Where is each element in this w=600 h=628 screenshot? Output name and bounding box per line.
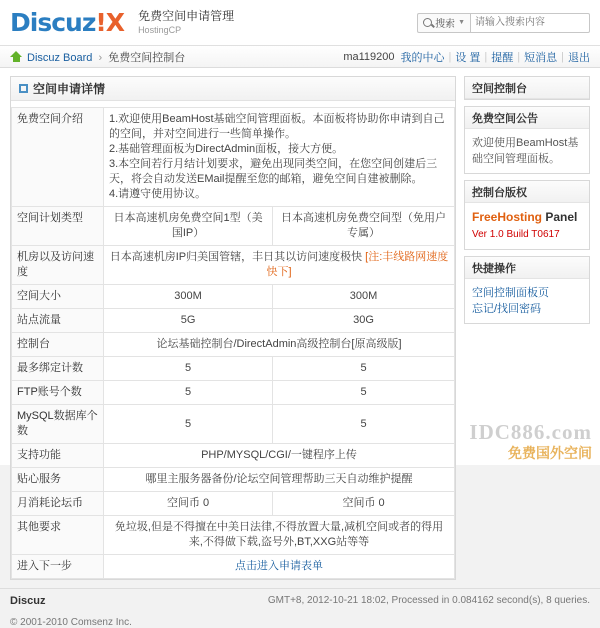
nav-link-my-center[interactable]: 我的中心 [400, 51, 445, 64]
site-header [0, 0, 600, 46]
row-value-a: 300M [104, 285, 273, 309]
sidebar-item-password-recovery[interactable]: 忘记/找回密码 [472, 303, 542, 315]
intro-line-2: 2.基础管理面板为DirectAdmin面板，接大方便。 [109, 143, 344, 155]
chevron-down-icon: ▼ [458, 19, 465, 26]
nav-divider: | [448, 50, 452, 63]
breadcrumb-bar [0, 46, 600, 68]
nav-link-settings[interactable]: 设 置 [455, 51, 481, 64]
main-title-label: 空间申请详情 [33, 82, 106, 96]
page-subtitle: HostingCP [138, 25, 182, 35]
sidebar-box-copyright [464, 180, 590, 250]
row-value-text: 日本高速机房IP归美国管辖，丰日其以访问速度极快 [109, 251, 363, 263]
table-row [12, 492, 455, 516]
row-value-span: PHP/MYSQL/CGI/一键程序上传 [104, 444, 455, 468]
sidebar-body-announcement: 欢迎使用BeamHost基础空间管理面板。 [472, 137, 579, 165]
row-value-b: 30G [273, 309, 455, 333]
site-title-block [138, 9, 234, 36]
row-value-a: 5 [104, 357, 273, 381]
row-label: 月消耗论坛币 [12, 492, 104, 516]
sidebar-head-quick-actions: 快捷操作 [465, 257, 589, 279]
row-value-a: 日本高速机房免费空间1型（美国IP） [104, 207, 273, 246]
nav-link-logout[interactable]: 退出 [568, 51, 590, 64]
main-panel [10, 76, 456, 580]
intro-line-4: 4.请遵守使用协议。 [109, 188, 207, 200]
row-value-b: 5 [273, 405, 455, 444]
page-title: 免费空间申请管理 [138, 9, 235, 23]
nav-link-notice[interactable]: 提醒 [491, 51, 514, 64]
breadcrumb-home[interactable]: Discuz Board [27, 51, 93, 64]
sidebar-body-copyright [465, 203, 589, 249]
table-row [12, 516, 455, 555]
detail-table [11, 107, 455, 579]
logo-mark: ! [95, 8, 106, 37]
nav-divider: | [561, 50, 564, 63]
row-value-note: [注:丰线路网速度快下] [266, 251, 449, 278]
submit-cell[interactable] [104, 555, 455, 579]
row-label: MySQL数据库个数 [12, 405, 104, 444]
breadcrumb-current[interactable]: 免费空间控制台 [108, 51, 186, 64]
home-icon [10, 51, 23, 62]
table-row [12, 357, 455, 381]
row-value-b: 空间币 0 [273, 492, 455, 516]
logo-x: X [105, 8, 125, 37]
table-row [12, 468, 455, 492]
table-row [12, 444, 455, 468]
user-nav [343, 49, 590, 65]
main-panel-title [11, 77, 455, 101]
panel-version: Ver 1.0 Build T0617 [472, 229, 560, 240]
table-row [12, 207, 455, 246]
panel-brand-primary: FreeHosting [472, 210, 543, 224]
table-row [12, 405, 455, 444]
submit-application-button[interactable]: 点击进入申请表单 [235, 560, 323, 572]
row-value-a: 空间币 0 [104, 492, 273, 516]
table-row [12, 381, 455, 405]
row-label: FTP账号个数 [12, 381, 104, 405]
footer-server-info: GMT+8, 2012-10-21 18:02, Processed in 0.084162 second(s), 8 queries. [267, 595, 590, 606]
row-value-a: 5 [104, 381, 273, 405]
username-label: ma119200 [343, 50, 395, 63]
sidebar-panel-title-box [464, 76, 590, 100]
watermark-line-2: 免费国外空间 [508, 445, 592, 461]
row-label: 控制台 [12, 333, 104, 357]
nav-divider: | [484, 50, 488, 63]
row-value-span: 免垃圾,但是不得擅在中美日法律,不得放置大量,减机空间或者的得用来,不得做下载,盗号外,BT,XXG站等等 [104, 516, 455, 555]
panel-icon [19, 84, 28, 93]
panel-brand [472, 209, 582, 225]
intro-line-1: 1.欢迎使用BeamHost基础空间管理面板。本面板将协助你申请到自己的空间，并对空间进行一些简单操作。 [109, 113, 445, 140]
row-label: 贴心服务 [12, 468, 104, 492]
sidebar [464, 76, 590, 580]
breadcrumb-separator: › [98, 51, 103, 64]
row-value-b: 日本高速机房免费空间型（免用户专属） [273, 207, 455, 246]
row-label: 支持功能 [12, 444, 104, 468]
sidebar-head-copyright: 控制台版权 [465, 181, 589, 203]
row-value-a: 5 [104, 405, 273, 444]
row-value-span: 哪里主服务器备份/论坛空间管理帮助三天自动维护提醒 [104, 468, 455, 492]
footer-brand: Discuz [10, 595, 46, 607]
table-row-intro [12, 108, 455, 207]
search-bar [417, 13, 590, 33]
row-value-b: 5 [273, 357, 455, 381]
panel-brand-secondary: Panel [545, 210, 578, 224]
sidebar-box-quick-actions [464, 256, 590, 324]
search-scope-label: 搜索 [435, 19, 456, 30]
sidebar-item-control-panel[interactable]: 空间控制面板页 [472, 287, 549, 299]
row-label: 空间计划类型 [12, 207, 104, 246]
row-label: 站点流量 [12, 309, 104, 333]
table-row [12, 333, 455, 357]
search-input[interactable] [470, 13, 590, 33]
breadcrumb [27, 49, 185, 65]
row-label-intro: 免费空间介绍 [12, 108, 104, 207]
sidebar-panel-title: 空间控制台 [465, 77, 589, 99]
nav-divider: | [517, 50, 521, 63]
sidebar-box-announcement [464, 106, 590, 174]
site-footer [0, 588, 600, 628]
table-row [12, 246, 455, 285]
watermark-line-1: IDC886.com [469, 420, 592, 444]
row-value-span[interactable]: 论坛基础控制台/DirectAdmin高级控制台[原高级版] [104, 333, 455, 357]
row-value-b: 300M [273, 285, 455, 309]
logo-text: Discuz [10, 8, 96, 37]
row-label: 最多绑定计数 [12, 357, 104, 381]
search-scope-select[interactable] [417, 13, 470, 33]
row-label: 机房以及访问速度 [12, 246, 104, 285]
table-row [12, 309, 455, 333]
sidebar-body-quick-actions [465, 279, 589, 323]
footer-copyright: © 2001-2010 Comsenz Inc. [10, 617, 132, 628]
row-label: 空间大小 [12, 285, 104, 309]
search-icon [423, 18, 432, 27]
content-area [0, 68, 600, 580]
intro-line-3: 3.本空间若行月结计划要求，避免出现同类空间，在您空间创建后三天，将会自动发送EMail提醒至您的邮箱，避免空间自建被删除。 [109, 158, 438, 185]
sidebar-head-announcement: 免费空间公告 [465, 107, 589, 129]
site-logo[interactable] [10, 10, 124, 35]
table-row-next-step [12, 555, 455, 579]
row-value-a: 5G [104, 309, 273, 333]
row-value-b: 5 [273, 381, 455, 405]
row-label: 其他要求 [12, 516, 104, 555]
table-row [12, 285, 455, 309]
row-value-intro [104, 108, 455, 207]
row-label-next-step: 进入下一步 [12, 555, 104, 579]
row-value-span [104, 246, 455, 285]
nav-link-messages[interactable]: 短消息 [524, 51, 558, 64]
